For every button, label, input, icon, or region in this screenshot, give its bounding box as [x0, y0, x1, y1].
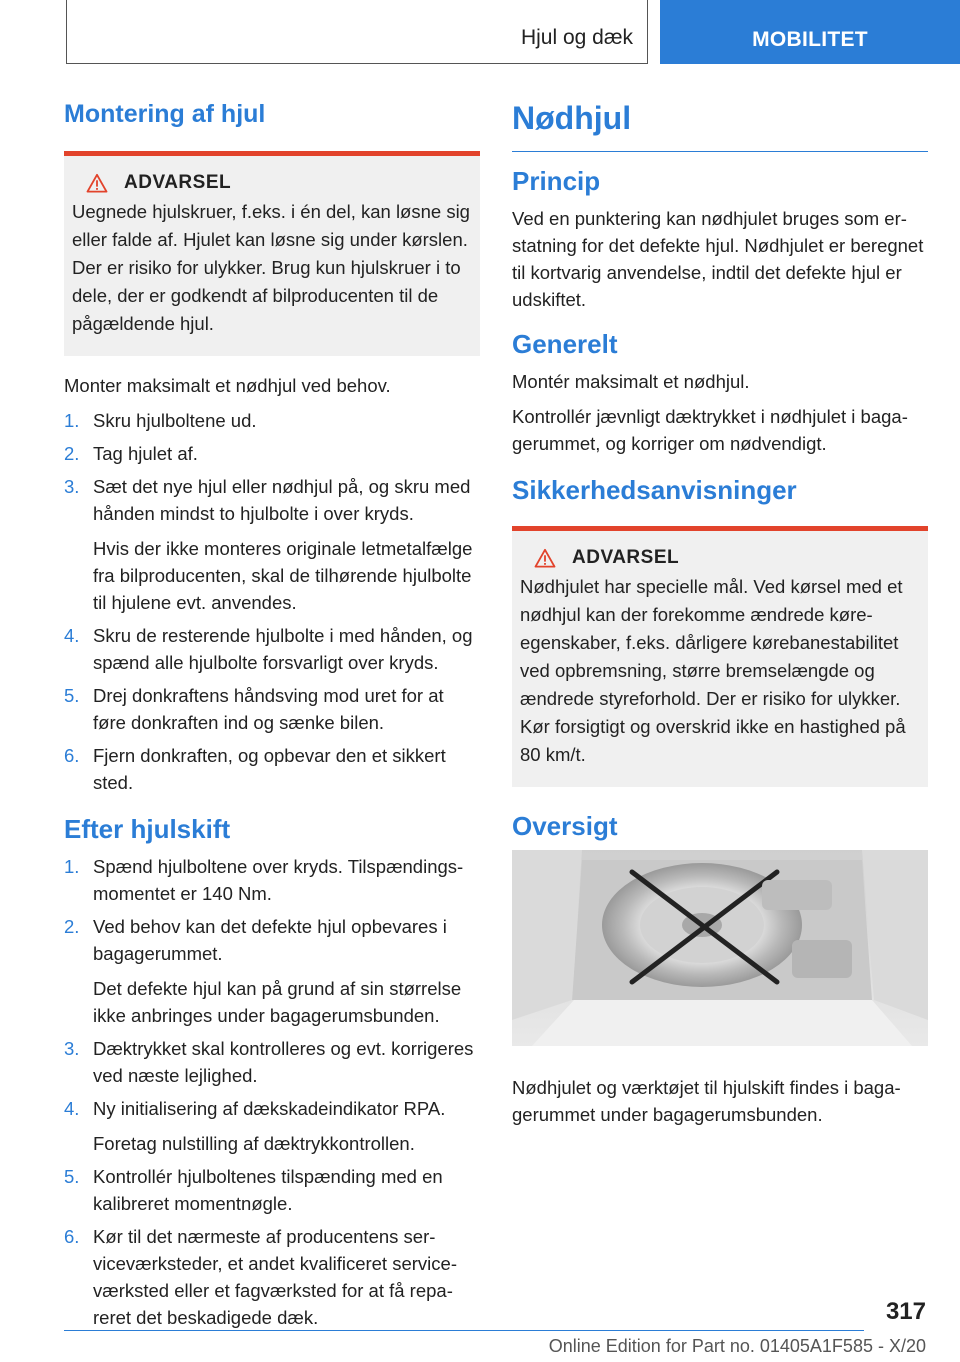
step-number: 1.	[64, 856, 80, 877]
page-title-nodhjul: Nødhjul	[512, 100, 928, 152]
page-number: 317	[885, 1298, 926, 1325]
list-item	[64, 407, 480, 434]
step-number: 2.	[64, 916, 80, 937]
list-item	[64, 913, 480, 1029]
step-text-group	[93, 1095, 480, 1157]
intro-text: Monter maksimalt et nødhjul ved behov.	[64, 375, 391, 396]
section-title-princip: Princip	[512, 166, 601, 196]
generelt-text-2: Kontrollér jævnligt dæktrykket i nødhjulet i bagagerummet, og korriger om nødvendigt.	[512, 406, 908, 454]
step-subtext: Foretag nulstilling af dæktrykkontrollen.	[93, 1133, 415, 1154]
step-text: Dæktrykket skal kontrolleres og evt. korrigeres ved næste lejlighed.	[93, 1038, 474, 1086]
after-steps-list	[64, 853, 480, 1331]
step-text: Skru hjulboltene ud.	[93, 410, 257, 431]
list-item	[64, 742, 480, 796]
step-number: 1.	[64, 410, 80, 431]
step-number: 6.	[64, 745, 80, 766]
list-item	[64, 853, 480, 907]
step-number: 5.	[64, 1166, 80, 1187]
step-text: Kør til det nærmeste af producentens serviceværksteder, et andet kvalificeret serviceværksted eller et fagværksted for at få repareret det beskadigede dæk.	[93, 1226, 457, 1328]
princip-text: Ved en punktering kan nødhjulet bruges som erstatning for det defekte hjul. Nødhjulet er beregnet til kortvarig anvendelse, indtil det defekte hjul er udskiftet.	[512, 208, 924, 310]
step-number: 4.	[64, 1098, 80, 1119]
warning-box	[64, 151, 480, 356]
header-chapter-tab[interactable]: MOBILITET	[660, 0, 960, 64]
header-section-title: Hjul og dæk	[520, 26, 633, 49]
step-number: 3.	[64, 476, 80, 497]
warning-title: ADVARSEL	[124, 172, 232, 193]
step-text: Kontrollér hjulboltenes tilspænding med en kalibreret momentnøgle.	[93, 1166, 443, 1214]
generelt-text-1: Montér maksimalt et nødhjul.	[512, 371, 750, 392]
footer-edition-text: Online Edition for Part no. 01405A1F585 - X/20	[548, 1336, 926, 1356]
section-title-efter: Efter hjulskift	[64, 814, 231, 844]
warning-text: Nødhjulet har specielle mål. Ved kørsel med et nødhjul kan der forekomme ændrede køreegenskaber, f.eks. dårligere kørebanestabilitet ved opbremsning, større bremselængde og ændrede styreforhold. Der er risiko for ulykker. Kør forsigtigt og overskrid ikke en hastighed på 80 km/t.	[520, 576, 906, 765]
warning-triangle-icon	[534, 548, 556, 568]
step-text: Drej donkraftens håndsving mod uret for at føre donkraften ind og sænke bilen.	[93, 685, 444, 733]
list-item	[64, 1223, 480, 1331]
list-item	[64, 1163, 480, 1217]
warning-triangle-icon	[86, 173, 108, 193]
section-title-oversigt: Oversigt	[512, 811, 618, 841]
list-item	[64, 1095, 480, 1157]
image-caption: Nødhjulet og værktøjet til hjulskift findes i bagagerummet under bagagerumsbunden.	[512, 1077, 901, 1125]
step-text-group	[93, 473, 480, 616]
step-subtext: Det defekte hjul kan på grund af sin størrelse ikke anbringes under bagagerumsbunden.	[93, 978, 462, 1026]
section-title-generelt: Generelt	[512, 329, 618, 359]
warning-header	[520, 547, 920, 569]
step-text: Sæt det nye hjul eller nødhjul på, og skru med hånden mindst to hjulbolte i over kryds.	[93, 476, 471, 524]
footer-divider	[64, 1330, 864, 1331]
step-number: 4.	[64, 625, 80, 646]
section-title-montering: Montering af hjul	[64, 100, 266, 128]
list-item	[64, 682, 480, 736]
header-section-box	[66, 0, 648, 64]
right-column	[512, 100, 928, 1136]
step-number: 3.	[64, 1038, 80, 1059]
section-title-sikkerhed: Sikkerhedsanvisninger	[512, 475, 797, 505]
warning-title: ADVARSEL	[572, 547, 680, 568]
step-number: 5.	[64, 685, 80, 706]
step-text: Spænd hjulboltene over kryds. Tilspændingsmomentet er 140 Nm.	[93, 856, 464, 904]
step-text: Skru de resterende hjulbolte i med hånden, og spænd alle hjulbolte forsvarligt over kryds.	[93, 625, 473, 673]
step-text: Fjern donkraften, og opbevar den et sikkert sted.	[93, 745, 446, 793]
list-item	[64, 440, 480, 467]
step-number: 2.	[64, 443, 80, 464]
list-item	[64, 1035, 480, 1089]
step-text: Ved behov kan det defekte hjul opbevares i bagagerummet.	[93, 916, 447, 964]
list-item	[64, 622, 480, 676]
mounting-steps-list	[64, 407, 480, 796]
step-text-group	[93, 913, 480, 1029]
warning-box	[512, 526, 928, 787]
warning-text: Uegnede hjulskruer, f.eks. i én del, kan løsne sig eller falde af. Hjulet kan løsne sig under kørslen. Der er risiko for ulykker. Brug kun hjulskruer i to dele, der er godkendt af bilproducenten til de pågældende hjul.	[72, 201, 470, 334]
step-subtext: Hvis der ikke monteres originale letmetalfælge fra bilproducenten, skal de tilhørende hjulbolte til hjulene evt. anvendes.	[93, 538, 473, 613]
list-item	[64, 473, 480, 616]
spare-wheel-trunk-image	[512, 850, 928, 1046]
step-text: Tag hjulet af.	[93, 443, 198, 464]
step-text: Ny initialisering af dækskadeindikator RPA.	[93, 1098, 446, 1119]
left-column	[64, 100, 480, 1337]
warning-header	[72, 172, 472, 194]
step-number: 6.	[64, 1226, 80, 1247]
